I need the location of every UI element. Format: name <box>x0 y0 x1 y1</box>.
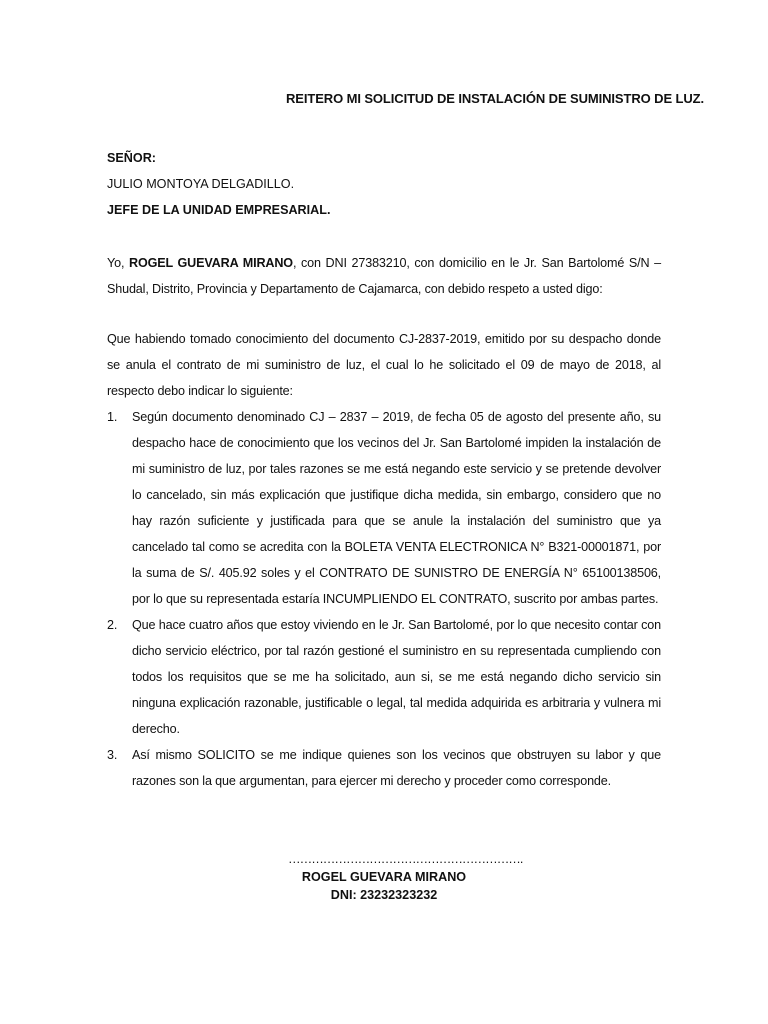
salutation: SEÑOR: <box>107 151 156 165</box>
document-title: REITERO MI SOLICITUD DE INSTALACIÓN DE SUMINISTRO DE LUZ. <box>286 91 705 106</box>
list-item <box>107 404 661 612</box>
numbered-list <box>107 404 661 794</box>
intro-pre: Yo, <box>107 256 130 270</box>
sender-name: ROGEL GUEVARA MIRANO <box>129 256 293 270</box>
body-paragraph: Que habiendo tomado conocimiento del documento CJ-2837-2019, emitido por su despacho donde se anula el contrato de mi suministro de luz, el cual lo he solicitado el 09 de mayo de 2018, al respecto debo indicar lo siguiente: <box>107 332 661 398</box>
list-item-text: Que hace cuatro años que estoy viviendo en le Jr. San Bartolomé, por lo que necesito contar con dicho servicio eléctrico, por tal razón gestioné el suministro en su representada cumpliendo con todos los requisitos que se me ha solicitado, aun si, se me está negando dicho servicio sin ninguna explicación razonable, justificable o legal, tal medida adquirida es arbitraria y vulnera mi derecho. <box>132 618 661 736</box>
signature-name: ROGEL GUEVARA MIRANO <box>301 870 467 884</box>
list-item <box>107 742 661 794</box>
list-item-number: 3. <box>107 748 118 762</box>
list-item-number: 1. <box>107 410 118 424</box>
signature-dni: DNI: 23232323232 <box>330 888 438 902</box>
intro-paragraph <box>107 250 661 302</box>
signature-line: ……………………………………………………. <box>288 852 523 866</box>
list-item-number: 2. <box>107 618 118 632</box>
addressee-position: JEFE DE LA UNIDAD EMPRESARIAL. <box>107 203 331 217</box>
list-item <box>107 612 661 742</box>
addressee-name: JULIO MONTOYA DELGADILLO. <box>107 177 295 191</box>
intro-post: , con DNI 27383210, con domicilio en le Jr. San Bartolomé S/N – Shudal, Distrito, Provincia y Departamento de Cajamarca, con debido respeto a usted digo: <box>107 256 662 296</box>
list-item-text: Así mismo SOLICITO se me indique quienes son los vecinos que obstruyen su labor y que razones son la que argumentan, para ejercer mi derecho y proceder como corresponde. <box>132 748 661 788</box>
list-item-text: Según documento denominado CJ – 2837 – 2019, de fecha 05 de agosto del presente año, su despacho hace de conocimiento que los vecinos del Jr. San Bartolomé impiden la instalación de mi suministro de luz, por tales razones se me está negando este servicio y se pretende devolver lo cancelado, sin más explicación que justifique dicha medida, sin embargo, considero que no hay razón suficiente y justificada para que se anule la instalación del suministro que ya cancelado tal como se acredita con la BOLETA VENTA ELECTRONICA N° B321-00001871, por la suma de S/. 405.92 soles y el CONTRATO DE SUNISTRO DE ENERGÍA N° 65100138506, por lo que su representada estaría INCUMPLIENDO EL CONTRATO, suscrito por ambas partes. <box>132 410 661 606</box>
